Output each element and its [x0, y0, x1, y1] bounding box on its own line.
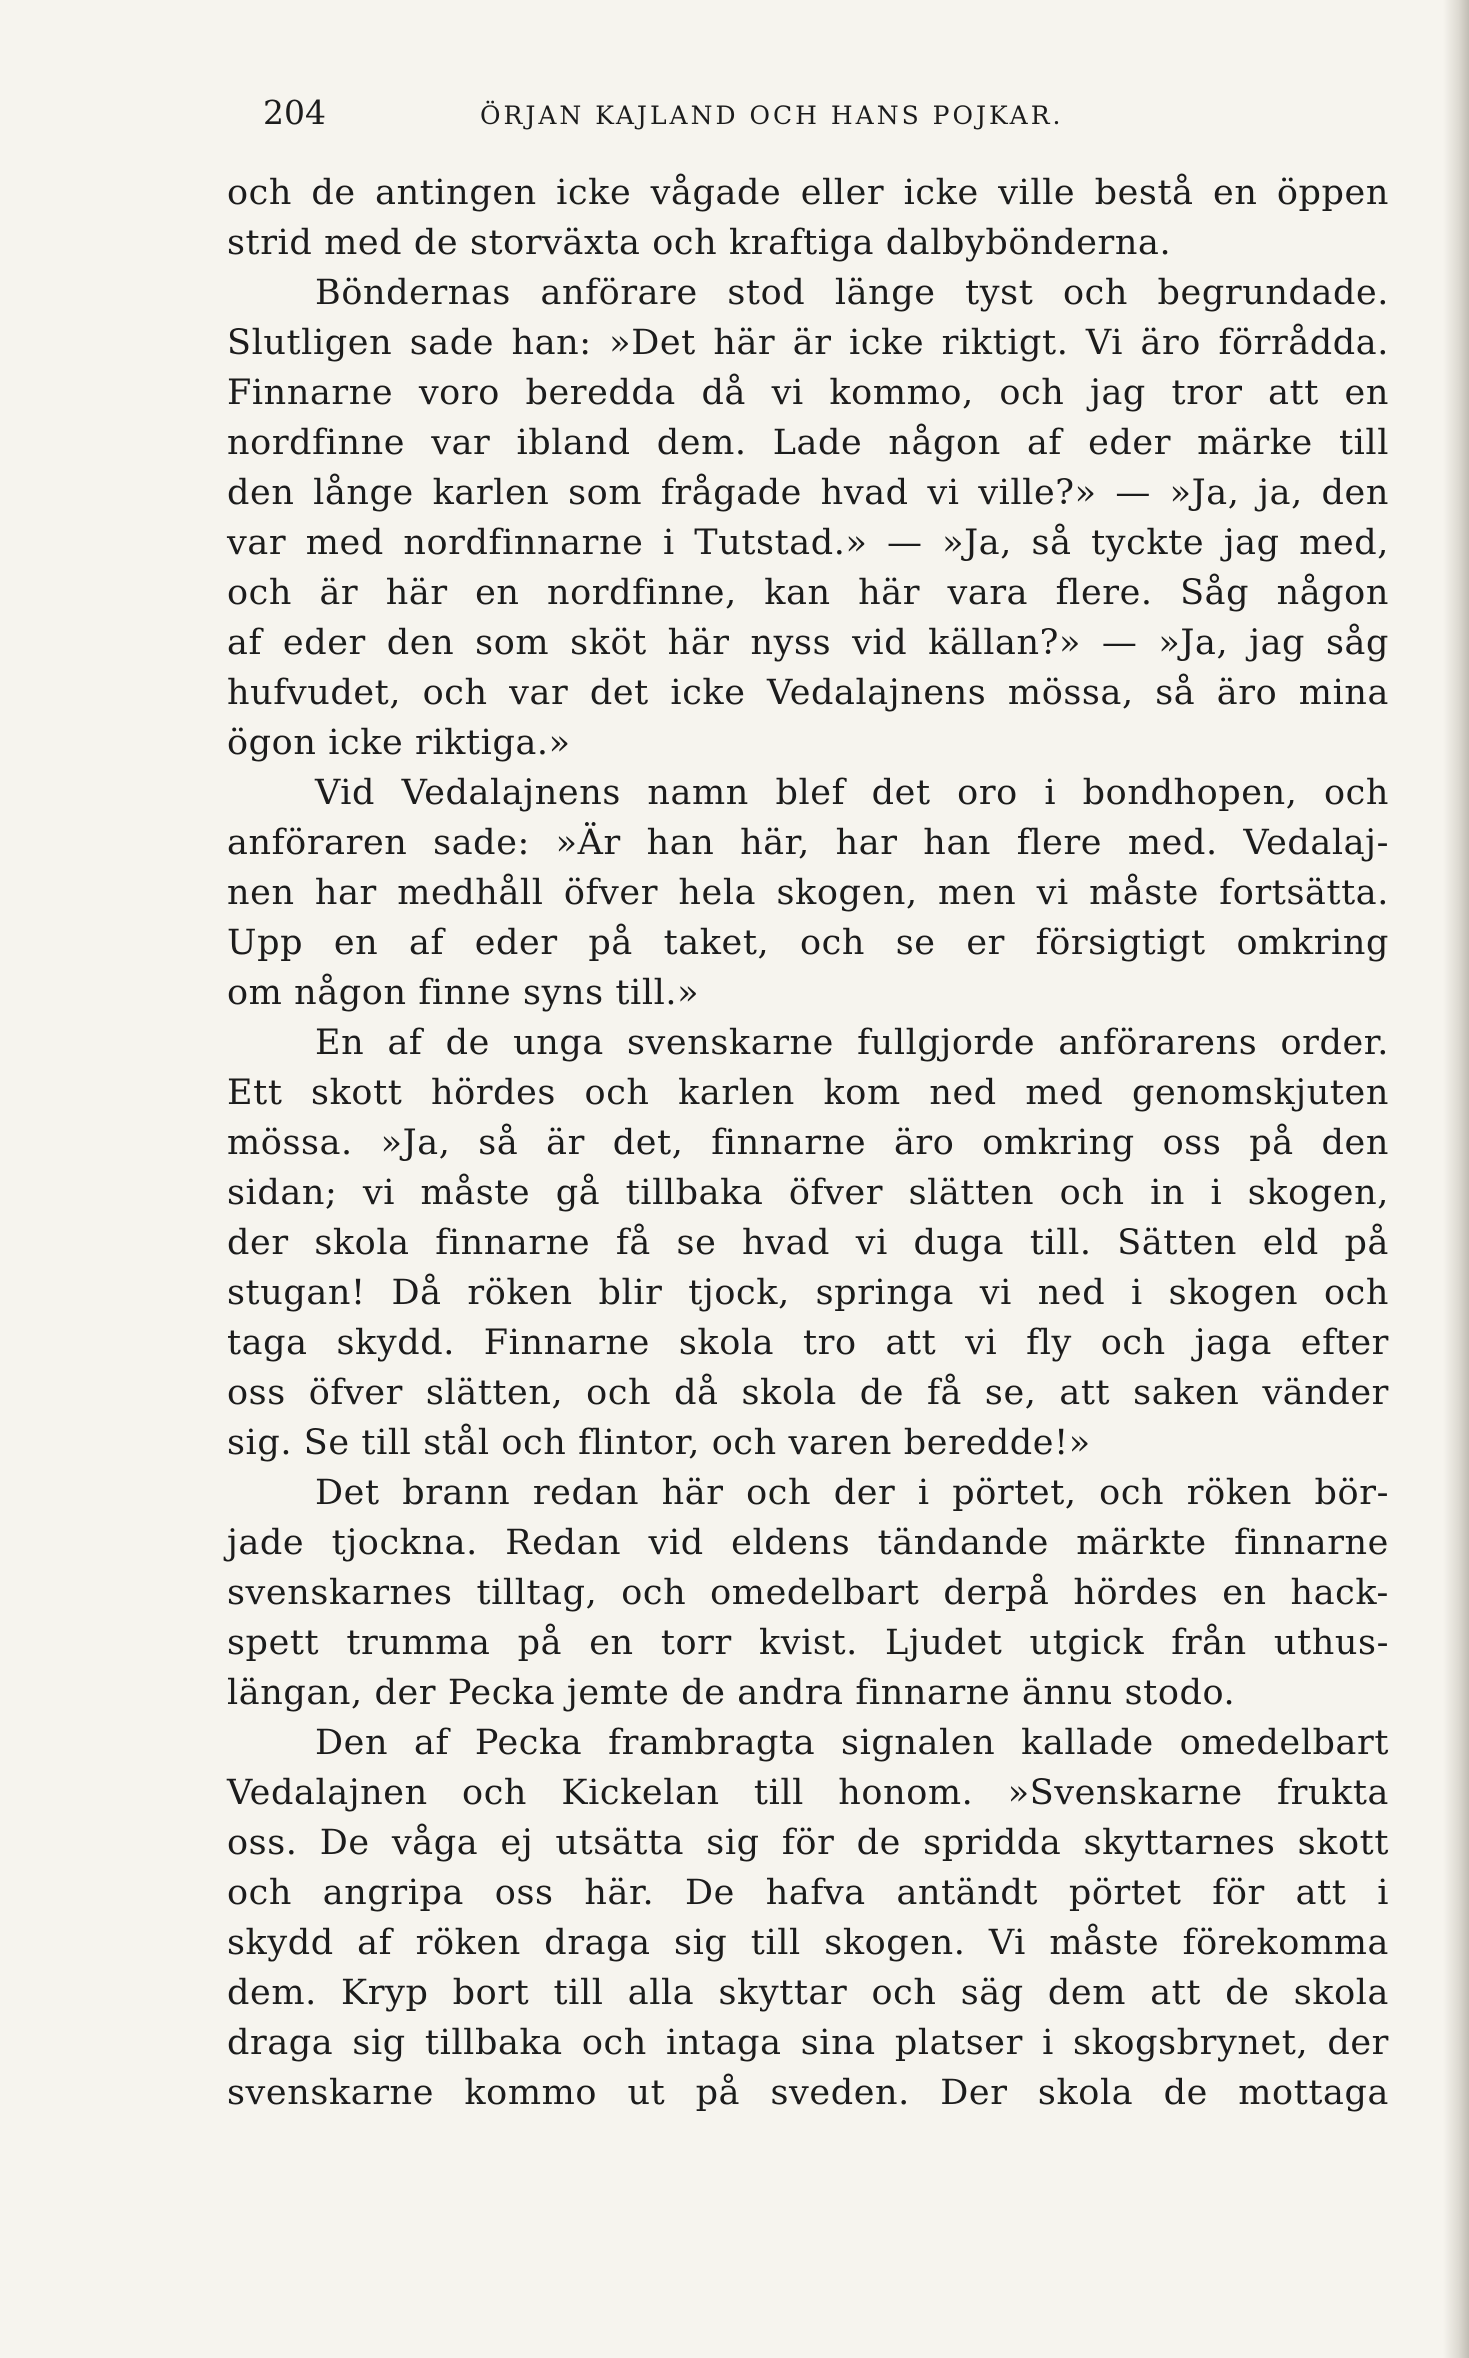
text-line: jade tjockna. Redan vid eldens tändande märkte finnarne — [227, 1523, 1389, 1563]
text-line: taga skydd. Finnarne skola tro att vi fly och jaga efter — [227, 1323, 1389, 1363]
text-line: skydd af röken draga sig till skogen. Vi måste förekomma — [227, 1923, 1389, 1963]
text-line: Vid Vedalajnens namn blef det oro i bondhopen, och — [315, 773, 1389, 813]
text-line: hufvudet, och var det icke Vedalajnens mössa, så äro mina — [227, 673, 1389, 713]
text-line: svenskarnes tilltag, och omedelbart derpå hördes en hack- — [227, 1573, 1389, 1613]
text-line: oss öfver slätten, och då skola de få se, att saken vänder — [227, 1373, 1389, 1413]
text-line: nordfinne var ibland dem. Lade någon af eder märke till — [227, 423, 1389, 463]
text-line: var med nordfinnarne i Tutstad.» — »Ja, så tyckte jag med, — [227, 523, 1389, 563]
text-line: spett trumma på en torr kvist. Ljudet utgick från uthus- — [227, 1623, 1389, 1663]
text-line: der skola finnarne få se hvad vi duga till. Sätten eld på — [227, 1223, 1389, 1263]
body-text — [227, 168, 1389, 2118]
text-line: anföraren sade: »Är han här, har han flere med. Vedalaj- — [227, 823, 1389, 863]
text-line: nen har medhåll öfver hela skogen, men vi måste fortsätta. — [227, 873, 1389, 913]
text-line: Ett skott hördes och karlen kom ned med genomskjuten — [227, 1073, 1389, 1113]
text-line: dem. Kryp bort till alla skyttar och säg dem att de skola — [227, 1973, 1389, 2013]
text-line: oss. De våga ej utsätta sig för de spridda skyttarnes skott — [227, 1823, 1389, 1863]
text-line: sidan; vi måste gå tillbaka öfver slätten och in i skogen, — [227, 1173, 1389, 1213]
text-line: Den af Pecka frambragta signalen kallade omedelbart — [315, 1723, 1389, 1763]
text-line: och de antingen icke vågade eller icke ville bestå en öppen — [227, 173, 1389, 213]
text-line: längan, der Pecka jemte de andra finnarne ännu stodo. — [227, 1673, 1236, 1713]
page-number: 204 — [263, 93, 326, 132]
running-head: ÖRJAN KAJLAND OCH HANS POJKAR. — [480, 101, 1064, 130]
text-line: Vedalajnen och Kickelan till honom. »Svenskarne frukta — [227, 1773, 1389, 1813]
page-edge-shadow — [1443, 0, 1469, 2358]
text-line: sig. Se till stål och flintor, och varen beredde!» — [227, 1423, 1091, 1463]
text-line: och angripa oss här. De hafva antändt pörtet för att i — [227, 1873, 1389, 1913]
text-line: strid med de storväxta och kraftiga dalbybönderna. — [227, 223, 1172, 263]
text-line: Finnarne voro beredda då vi kommo, och jag tror att en — [227, 373, 1389, 413]
text-line: En af de unga svenskarne fullgjorde anförarens order. — [315, 1023, 1389, 1063]
text-line: Upp en af eder på taket, och se er försigtigt omkring — [227, 923, 1389, 963]
text-line: och är här en nordfinne, kan här vara flere. Såg någon — [227, 573, 1389, 613]
text-line: Slutligen sade han: »Det här är icke riktigt. Vi äro förrådda. — [227, 323, 1389, 363]
text-line: stugan! Då röken blir tjock, springa vi ned i skogen och — [227, 1273, 1389, 1313]
text-line: af eder den som sköt här nyss vid källan?» — »Ja, jag såg — [227, 623, 1389, 663]
page-header — [263, 93, 1393, 133]
text-line: mössa. »Ja, så är det, finnarne äro omkring oss på den — [227, 1123, 1389, 1163]
text-line: Det brann redan här och der i pörtet, och röken bör- — [315, 1473, 1389, 1513]
text-line: draga sig tillbaka och intaga sina platser i skogsbrynet, der — [227, 2023, 1389, 2063]
text-line: den långe karlen som frågade hvad vi ville?» — »Ja, ja, den — [227, 473, 1389, 513]
text-line: om någon finne syns till.» — [227, 973, 700, 1013]
text-line: Böndernas anförare stod länge tyst och begrundade. — [315, 273, 1389, 313]
text-line: svenskarne kommo ut på sveden. Der skola de mottaga — [227, 2073, 1389, 2113]
text-line: ögon icke riktiga.» — [227, 723, 571, 763]
